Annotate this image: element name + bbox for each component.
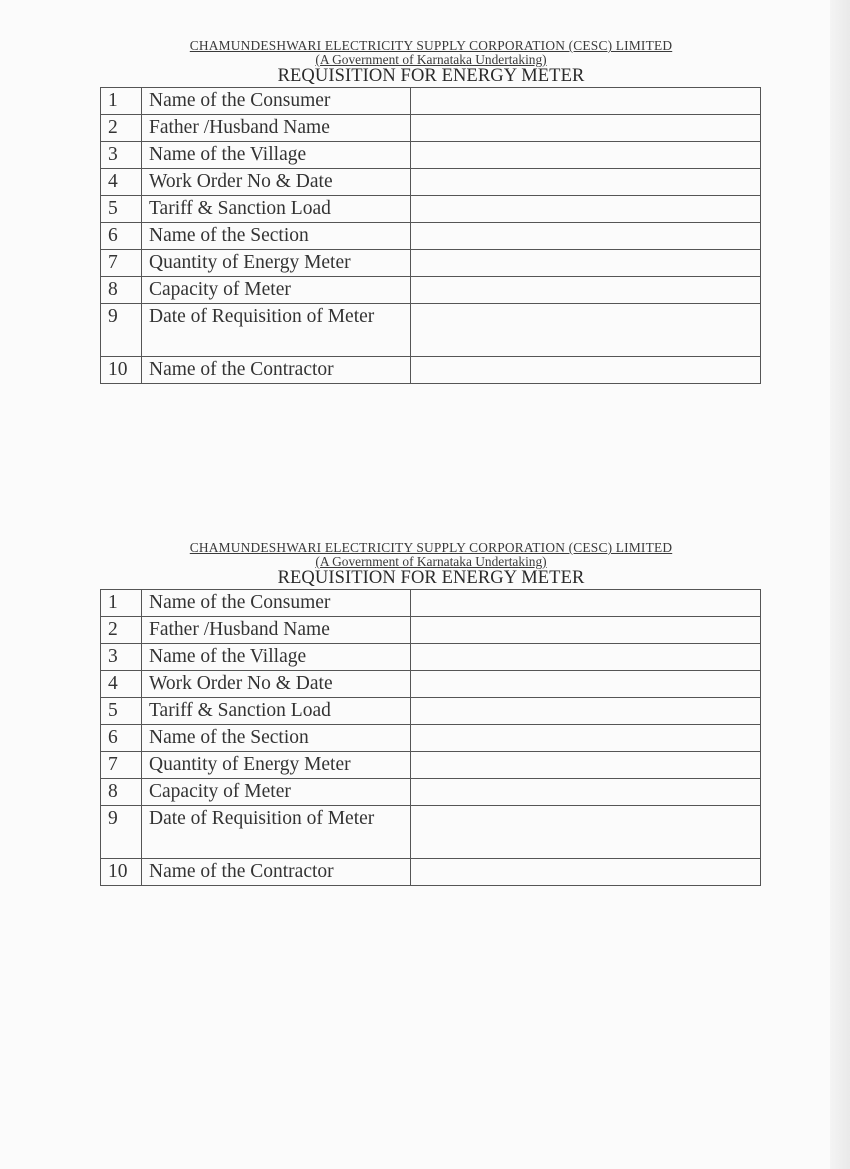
table-row	[101, 644, 761, 671]
row-label: Tariff & Sanction Load	[142, 698, 411, 725]
requisition-date-field[interactable]	[411, 806, 761, 859]
table-row	[101, 304, 761, 357]
row-number: 7	[101, 250, 142, 277]
table-row	[101, 859, 761, 886]
work-order-field[interactable]	[411, 671, 761, 698]
row-label: Name of the Village	[142, 142, 411, 169]
requisition-date-field[interactable]	[411, 304, 761, 357]
section-name-field[interactable]	[411, 725, 761, 752]
org-subtitle: (A Government of Karnataka Undertaking)	[315, 554, 547, 569]
table-row	[101, 671, 761, 698]
row-label: Work Order No & Date	[142, 169, 411, 196]
scan-edge	[830, 0, 850, 1169]
row-number: 8	[101, 779, 142, 806]
row-number: 9	[101, 806, 142, 859]
row-label: Name of the Consumer	[142, 88, 411, 115]
table-row	[101, 277, 761, 304]
row-label: Father /Husband Name	[142, 115, 411, 142]
father-husband-name-field[interactable]	[411, 617, 761, 644]
table-row	[101, 115, 761, 142]
row-number: 6	[101, 223, 142, 250]
table-row	[101, 779, 761, 806]
row-number: 1	[101, 88, 142, 115]
row-label: Name of the Contractor	[142, 859, 411, 886]
row-number: 10	[101, 357, 142, 384]
org-name: CHAMUNDESHWARI ELECTRICITY SUPPLY CORPORATION (CESC) LIMITED	[189, 540, 673, 555]
row-label: Quantity of Energy Meter	[142, 250, 411, 277]
work-order-field[interactable]	[411, 169, 761, 196]
row-number: 6	[101, 725, 142, 752]
meter-capacity-field[interactable]	[411, 277, 761, 304]
section-name-field[interactable]	[411, 223, 761, 250]
form-title: REQUISITION FOR ENERGY METER	[277, 568, 585, 588]
table-row	[101, 806, 761, 859]
row-number: 8	[101, 277, 142, 304]
table-row	[101, 250, 761, 277]
table-row	[101, 725, 761, 752]
tariff-load-field[interactable]	[411, 196, 761, 223]
org-subtitle: (A Government of Karnataka Undertaking)	[315, 52, 547, 67]
tariff-load-field[interactable]	[411, 698, 761, 725]
table-row	[101, 196, 761, 223]
row-label: Date of Requisition of Meter	[142, 806, 411, 859]
form-title: REQUISITION FOR ENERGY METER	[277, 66, 585, 86]
row-number: 3	[101, 142, 142, 169]
row-number: 4	[101, 671, 142, 698]
meter-quantity-field[interactable]	[411, 250, 761, 277]
table-row	[101, 752, 761, 779]
row-label: Name of the Consumer	[142, 590, 411, 617]
row-number: 5	[101, 698, 142, 725]
requisition-table	[100, 87, 761, 384]
consumer-name-field[interactable]	[411, 88, 761, 115]
row-number: 2	[101, 115, 142, 142]
row-number: 10	[101, 859, 142, 886]
village-name-field[interactable]	[411, 142, 761, 169]
row-label: Name of the Contractor	[142, 357, 411, 384]
row-label: Tariff & Sanction Load	[142, 196, 411, 223]
meter-capacity-field[interactable]	[411, 779, 761, 806]
row-number: 7	[101, 752, 142, 779]
row-label: Capacity of Meter	[142, 277, 411, 304]
table-row	[101, 590, 761, 617]
row-label: Quantity of Energy Meter	[142, 752, 411, 779]
contractor-name-field[interactable]	[411, 357, 761, 384]
table-row	[101, 169, 761, 196]
table-row	[101, 357, 761, 384]
contractor-name-field[interactable]	[411, 859, 761, 886]
father-husband-name-field[interactable]	[411, 115, 761, 142]
row-label: Name of the Section	[142, 223, 411, 250]
row-number: 4	[101, 169, 142, 196]
row-label: Capacity of Meter	[142, 779, 411, 806]
row-label: Name of the Village	[142, 644, 411, 671]
village-name-field[interactable]	[411, 644, 761, 671]
row-label: Name of the Section	[142, 725, 411, 752]
org-name: CHAMUNDESHWARI ELECTRICITY SUPPLY CORPORATION (CESC) LIMITED	[189, 38, 673, 53]
consumer-name-field[interactable]	[411, 590, 761, 617]
row-number: 3	[101, 644, 142, 671]
meter-quantity-field[interactable]	[411, 752, 761, 779]
requisition-table	[100, 589, 761, 886]
row-label: Father /Husband Name	[142, 617, 411, 644]
row-number: 9	[101, 304, 142, 357]
row-number: 1	[101, 590, 142, 617]
row-label: Work Order No & Date	[142, 671, 411, 698]
table-row	[101, 88, 761, 115]
row-number: 5	[101, 196, 142, 223]
requisition-form-1	[100, 38, 762, 384]
table-row	[101, 698, 761, 725]
table-row	[101, 142, 761, 169]
row-number: 2	[101, 617, 142, 644]
table-row	[101, 223, 761, 250]
requisition-form-2	[100, 540, 762, 886]
table-row	[101, 617, 761, 644]
row-label: Date of Requisition of Meter	[142, 304, 411, 357]
